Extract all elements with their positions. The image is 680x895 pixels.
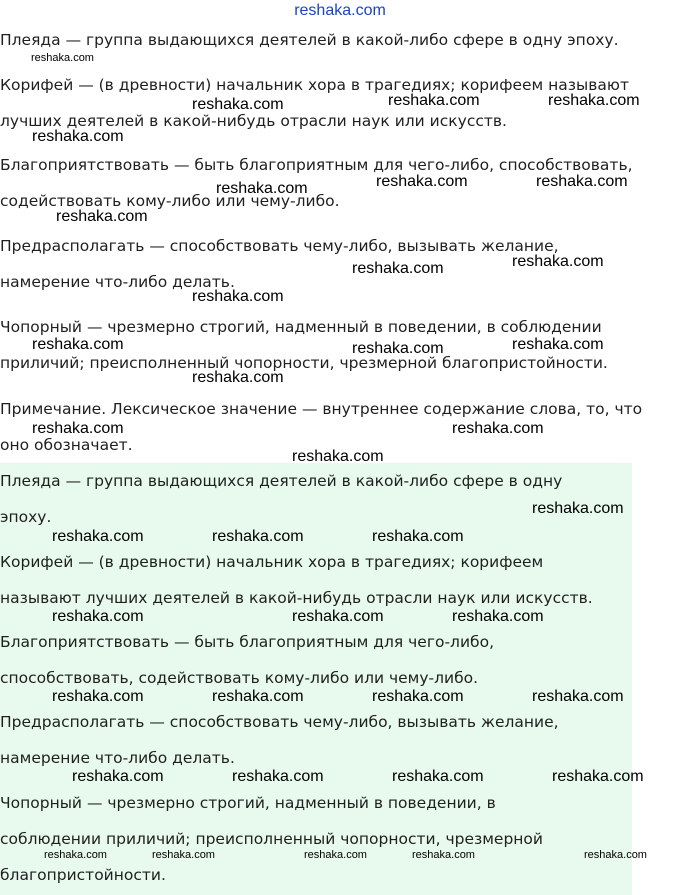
watermark: reshaka.com	[52, 528, 144, 545]
watermark: reshaka.com	[372, 528, 464, 545]
watermark: reshaka.com	[352, 260, 444, 277]
watermark: reshaka.com	[452, 608, 544, 625]
watermark: reshaka.com	[412, 849, 475, 861]
watermark: reshaka.com	[216, 180, 308, 197]
watermark: reshaka.com	[376, 173, 468, 190]
watermark: reshaka.com	[212, 688, 304, 705]
watermark: reshaka.com	[52, 688, 144, 705]
entry-line: Благоприятствовать — быть благоприятным для чего-либо, способствовать,	[0, 156, 633, 174]
entry-line: Чопорный — чрезмерно строгий, надменный в поведении, в	[0, 794, 496, 812]
watermark: reshaka.com	[192, 369, 284, 386]
entry-line: Примечание. Лексическое значение — внутреннее содержание слова, то, что	[0, 400, 643, 418]
entry-line: благопристойности.	[0, 866, 166, 884]
watermark: reshaka.com	[304, 849, 367, 861]
watermark: reshaka.com	[536, 173, 628, 190]
watermark: reshaka.com	[584, 849, 647, 861]
watermark: reshaka.com	[192, 288, 284, 305]
watermark: reshaka.com	[388, 92, 480, 109]
entry-line: намерение что-либо делать.	[0, 749, 235, 767]
entry-line: Предрасполагать — способствовать чему-либо, вызывать желание,	[0, 237, 559, 255]
watermark: reshaka.com	[44, 849, 107, 861]
entry-line: лучших деятелей в какой-нибудь отрасли наук или искусств.	[0, 112, 507, 130]
entry-line: содействовать кому-либо или чему-либо.	[0, 192, 340, 210]
watermark: reshaka.com	[548, 92, 640, 109]
entry-line: Плеяда — группа выдающихся деятелей в какой-либо сфере в одну эпоху.	[0, 31, 619, 49]
entry-line: Чопорный — чрезмерно строгий, надменный в поведении, в соблюдении	[0, 318, 602, 336]
watermark: reshaka.com	[32, 336, 124, 353]
entry-line: намерение что-либо делать.	[0, 273, 235, 291]
watermark: reshaka.com	[452, 420, 544, 437]
watermark: reshaka.com	[372, 688, 464, 705]
watermark: reshaka.com	[392, 768, 484, 785]
site-header-link[interactable]: reshaka.com	[294, 2, 386, 19]
watermark: reshaka.com	[52, 608, 144, 625]
watermark: reshaka.com	[192, 96, 284, 113]
watermark: reshaka.com	[31, 52, 94, 64]
watermark: reshaka.com	[32, 128, 124, 145]
entry-line: Корифей — (в древности) начальник хора в трагедиях; корифеем называют	[0, 76, 629, 94]
entry-line: оно обозначает.	[0, 436, 133, 454]
entry-line: соблюдении приличий; преисполненный чопорности, чрезмерной	[0, 830, 543, 848]
watermark: reshaka.com	[152, 849, 215, 861]
watermark: reshaka.com	[532, 688, 624, 705]
watermark: reshaka.com	[512, 253, 604, 270]
watermark: reshaka.com	[292, 448, 384, 465]
watermark: reshaka.com	[72, 768, 164, 785]
entry-line: способствовать, содействовать кому-либо или чему-либо.	[0, 669, 479, 687]
entry-line: приличий; преисполненный чопорности, чрезмерной благопристойности.	[0, 354, 608, 372]
watermark: reshaka.com	[352, 340, 444, 357]
watermark: reshaka.com	[56, 208, 148, 225]
entry-line: Благоприятствовать — быть благоприятным для чего-либо,	[0, 633, 494, 651]
entry-line: Корифей — (в древности) начальник хора в трагедиях; корифеем	[0, 553, 544, 571]
watermark: reshaka.com	[32, 420, 124, 437]
entry-line: Предрасполагать — способствовать чему-либо, вызывать желание,	[0, 713, 559, 731]
entry-line: Плеяда — группа выдающихся деятелей в какой-либо сфере в одну	[0, 472, 563, 490]
watermark: reshaka.com	[232, 768, 324, 785]
entry-line: эпоху.	[0, 508, 52, 526]
watermark: reshaka.com	[292, 608, 384, 625]
watermark: reshaka.com	[512, 336, 604, 353]
watermark: reshaka.com	[212, 528, 304, 545]
watermark: reshaka.com	[532, 500, 624, 517]
entry-line: называют лучших деятелей в какой-нибудь отрасли наук или искусств.	[0, 589, 593, 607]
watermark: reshaka.com	[552, 768, 644, 785]
